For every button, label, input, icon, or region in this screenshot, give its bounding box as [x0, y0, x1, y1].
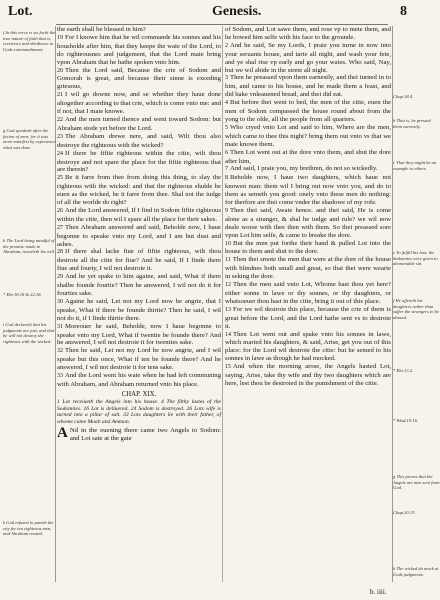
verse-number: 13 — [225, 306, 231, 313]
verse — [57, 372, 221, 389]
verse-number: 8 — [225, 175, 228, 182]
verse-number: 9 — [225, 207, 228, 214]
verse-text: Who cryed vnto Lot and said to him, Where are the men, which came to thee this night? bring them out vnto vs that we maie knowe them. — [225, 123, 391, 148]
page-number: 8 — [400, 4, 407, 19]
margin-note: g God speaketh after the facion of men: for it was more manifest by experience what was done. — [3, 128, 56, 150]
margin-note: Chap.18.4. — [393, 94, 414, 99]
verse-text: For we wil destroie this place, because the crie of them is great before the Lord, and the Lord hathe sent vs to destroie it. — [225, 305, 391, 330]
signature-mark: b. iiii. — [370, 588, 387, 596]
verse-number: 22 — [57, 116, 63, 123]
verse — [225, 165, 391, 174]
chapter-first-verse — [57, 427, 221, 443]
margin-note: i God declareth that his judgments are just, and that he will not destroy the righteous with the wicked. — [3, 322, 55, 344]
verse — [57, 298, 221, 323]
verse-text: Then the Lord said, Because the crie of Sodom and Gomorah is great, and because their sinne is exceding grieuous, — [57, 66, 221, 91]
verse — [225, 331, 391, 364]
verse-text: If there shal lacke fiue of fiftie righteous, wilt thou destroie all the citie for fiue? And he said, If I finde there fiue and fourty, I wil not destroie it. — [57, 248, 221, 273]
verse-number: 28 — [57, 249, 63, 256]
verse — [57, 273, 221, 298]
verse-number: 24 — [57, 150, 63, 157]
verse-text: Then he preassed vpon them earnestly, and thei turned in to him, and came to his house, and he made them a feast, and did bake vnleauened bread, and thei did eat. — [225, 74, 391, 99]
verse — [57, 91, 221, 116]
chapter-summary: 1 Lot receiueth the Angels into his house. 4 The filthy lustes of the Sodomites. 16 Lot is deliuered. 24 Sodom is destroyed. 26 Lots wife is turned into a pillar of salt. 33 Lots daughters lie with their father, of whome came Moab and Ammon. — [57, 398, 221, 426]
margin-note: k God refused to punish the city for ten righteous men, and Abraham ceased. — [3, 520, 54, 537]
verse-number: 27 — [57, 224, 63, 231]
verse-text: And he said, Se my Lords, I praie you turne in now into your seruants house, and tarie all night, and wash your fete, and ye shal rise vp early and go your waies. Who said, Nay, but we wil abide in the strete all night. — [225, 41, 391, 74]
margin-note: c That they might be an example to others. — [393, 160, 437, 171]
verse-text: of Sodom, and Lot sawe them, and rose vp to mete them, and he bowed him selfe with his face to the grounde. — [225, 26, 391, 41]
verse-text: For I knowe him that he wil commande his sonnes and his housholde after him, that they keepe the waie of the Lord, to do righteousnes and judgement, that the Lord maie bring vpon Abraham that he hathe spoken vnto him. — [57, 33, 221, 66]
margin-note: * Ebr.13.2. — [393, 368, 414, 373]
verse — [225, 174, 391, 207]
verse — [57, 150, 221, 175]
margin-note: f He offereth his daughters rather than suffer the strangers to be abused. — [393, 298, 439, 320]
verse-number: 21 — [57, 92, 63, 99]
verse — [225, 124, 391, 149]
verse — [225, 99, 391, 124]
verse-number: 26 — [57, 207, 63, 214]
verse — [225, 306, 391, 331]
margin-note: b That is, he pressed them earnestly. — [393, 118, 431, 129]
verse-number: 33 — [57, 373, 63, 380]
verse — [57, 248, 221, 273]
verse-text: But before thei went to bed, the men of the citie, euen the men of Sodom compassed the house round about from the yong to the olde, all the people from all quarters. — [225, 99, 391, 123]
verse-number: 4 — [225, 100, 228, 107]
verse-text: the earth shall be blessed in him? — [57, 26, 146, 33]
verse — [225, 26, 391, 42]
verse-number: 15 — [225, 364, 231, 371]
verse — [57, 116, 221, 133]
verse-text: I wil go downe now, and se whether they haue done altogether according to that crie, which is come vnto me: and if not, that I maie knowe. — [57, 91, 221, 116]
verse-text: Then Lot went out and spake vnto his sonnes in lawe, which maried his daughters, & said, Arise, get you out of this place: for the Lord wil destroie the citie: but he semed to his sonnes in lawe as though he had mocked. — [225, 330, 391, 363]
verse-number: 29 — [57, 274, 63, 281]
verse-number: 14 — [225, 331, 231, 338]
verse-text: If there be fiftie righteous within the citie, wilt thou destroye and not spare the place for the fiftie righteous that are therein? — [57, 149, 221, 174]
verse-number: 10 — [225, 240, 231, 247]
header-left: Lot. — [8, 4, 33, 19]
verse-text: And the Lord answered, If I find in Sodom fiftie righteous within the citie, then wil I spare all the place for their sakes. — [57, 206, 221, 223]
verse-text: And the Lord went his waie when he had left communing with Abraham, and Abraham returned vnto his place. — [57, 372, 221, 388]
verse-text: Then the men said vnto Lot, Whome hast thou yet here? either sonne in lawe or thy sonnes, or thy daughters, or whatsoeuer thou hast in the citie, bring it out of this place. — [225, 281, 391, 305]
verse-number: 12 — [225, 282, 231, 289]
margin-note: h The wicked do mock at Gods judgments. — [393, 566, 439, 577]
verse-number: 5 — [225, 124, 228, 131]
verse — [225, 42, 391, 75]
verse-number: 20 — [57, 67, 63, 74]
verse — [57, 174, 221, 207]
verse-number: 32 — [57, 348, 63, 355]
verse — [57, 26, 221, 34]
verse-number: 11 — [225, 257, 231, 264]
margin-note: Chap.20.13. — [393, 510, 416, 515]
verse — [225, 207, 391, 240]
verse — [57, 224, 221, 249]
chapter-heading: CHAP. XIX. — [121, 390, 157, 398]
margin-note: * Wisd.19.16. — [393, 418, 419, 423]
verse — [57, 34, 221, 67]
verse — [225, 149, 391, 166]
verse-number: 19 — [57, 34, 63, 41]
verse-number: 3 — [225, 75, 228, 82]
left-margin-rule — [55, 26, 56, 582]
left-text-column — [57, 26, 221, 443]
verse-text: But the men put forthe their hand & pulled Lot into the house to them and shut to the dore. — [225, 239, 391, 256]
verse-text: Then thei smote the men that were at the dore of the house with blindnes both small and great, so that thei were wearie in seking the dore. — [225, 256, 391, 281]
verse — [225, 363, 391, 388]
verse — [57, 67, 221, 92]
first-verse-text: Nd in the euening there came two Angels to Sodom: and Lot sate at the gate — [69, 427, 221, 442]
column-divider — [222, 26, 223, 582]
verse-text: Then thei said, Awaie hence. and thei said, He is come alone as a stranger, & shal he iudge and rule? we wil now deale worse with thee then with them. So thei preassed sore vpon Lot him selfe, & came to breake the dore. — [225, 206, 391, 239]
verse-text: And the men turned thence and went toward Sodom: but Abraham stode yet before the Lord. — [57, 115, 221, 132]
verse-text: Moreouer he said, Beholde, now I haue begonne to speake vnto my Lord, What if twentie be founde there? And he answered, I wil not destroie it for twenties sake. — [57, 322, 221, 347]
margin-note: f In this verse is set forth the true nature of faith that is, reverence and obedience to Gods commandments. — [3, 30, 56, 52]
verse — [225, 256, 391, 281]
header-center: Genesis. — [212, 4, 262, 19]
verse-text: Be it farre from thee from doing this thing, to slay the righteous with the wicked: and that the righteous shulde be euen as the wicked, be it farre from thee. Shal not the iudge of all the worlde do right? — [57, 174, 221, 207]
verse — [57, 347, 221, 372]
verse — [225, 240, 391, 257]
verse — [57, 323, 221, 348]
verse — [57, 207, 221, 224]
margin-note: * Ebr.18.18 & 22.18. — [3, 292, 42, 297]
right-text-column — [225, 26, 391, 388]
verse — [225, 74, 391, 99]
verse-number: 25 — [57, 175, 63, 182]
verse-text: Then Lot went out at the dore vnto them, and shut the dore after him, — [225, 148, 391, 165]
verse-text: Beholde now, I haue two daughters, which haue not knowen man: them wil I bring out now vnto you, and do to them as semeth you good: onely vnto these men do nothing: for therfore are thei come vnder the shadowe of my rofe. — [225, 174, 391, 207]
verse-number: 30 — [57, 298, 63, 305]
drop-cap: A — [57, 425, 68, 442]
verse-text: And said, I praie you, my brethren, do not so wickedly. — [230, 165, 378, 173]
verse-text: And he yet spake to him againe, and said, What if there shalbe founde fourtie? Then he answered, I wil not do it for fourties sake. — [57, 273, 221, 297]
verse — [57, 133, 221, 150]
margin-note: e To fulfill his lust: the Sodomites were given to abominable sin. — [393, 250, 438, 267]
margin-note: h The Lord being mindful of the promise made to Abraham, revealeth his will. — [3, 238, 56, 255]
verse-text: Then he said, Let not my Lord be now angrie, and I wil speake but this once, What if ten be founde there? And he answered, I wil not destroie it for tens sake. — [57, 347, 221, 372]
verse-text: Againe he said, Let not my Lord now be angrie, that I speake, What if there be founde thirtie? Then he said, I wil not do it, if I finde thirtie there. — [57, 297, 221, 322]
header-rule — [56, 24, 388, 25]
verse-text: And when the morning arose, the Angels hasted Lot, saying, Arise, take thy wife and thy two daughters which are here, lest thou be destroied in the punishment of the citie. — [225, 363, 391, 387]
verse-number: 6 — [225, 149, 228, 156]
verse-text: The Abraham drewe nere, and said, Wilt thou also destroye the righteous with the wicked? — [57, 132, 221, 149]
verse-text: Then Abraham answered and said, Beholde now, I haue begonne to speake vnto my Lord, and I am but dust and ashes. — [57, 223, 221, 248]
verse-number: 31 — [57, 323, 63, 330]
running-header — [0, 0, 440, 24]
verse — [225, 281, 391, 306]
margin-note: g This proves that the Angels are men sent from God. — [393, 474, 440, 491]
verse-number: 7 — [225, 166, 228, 173]
verse-number: 23 — [57, 133, 63, 140]
verse-number: 2 — [225, 42, 228, 49]
